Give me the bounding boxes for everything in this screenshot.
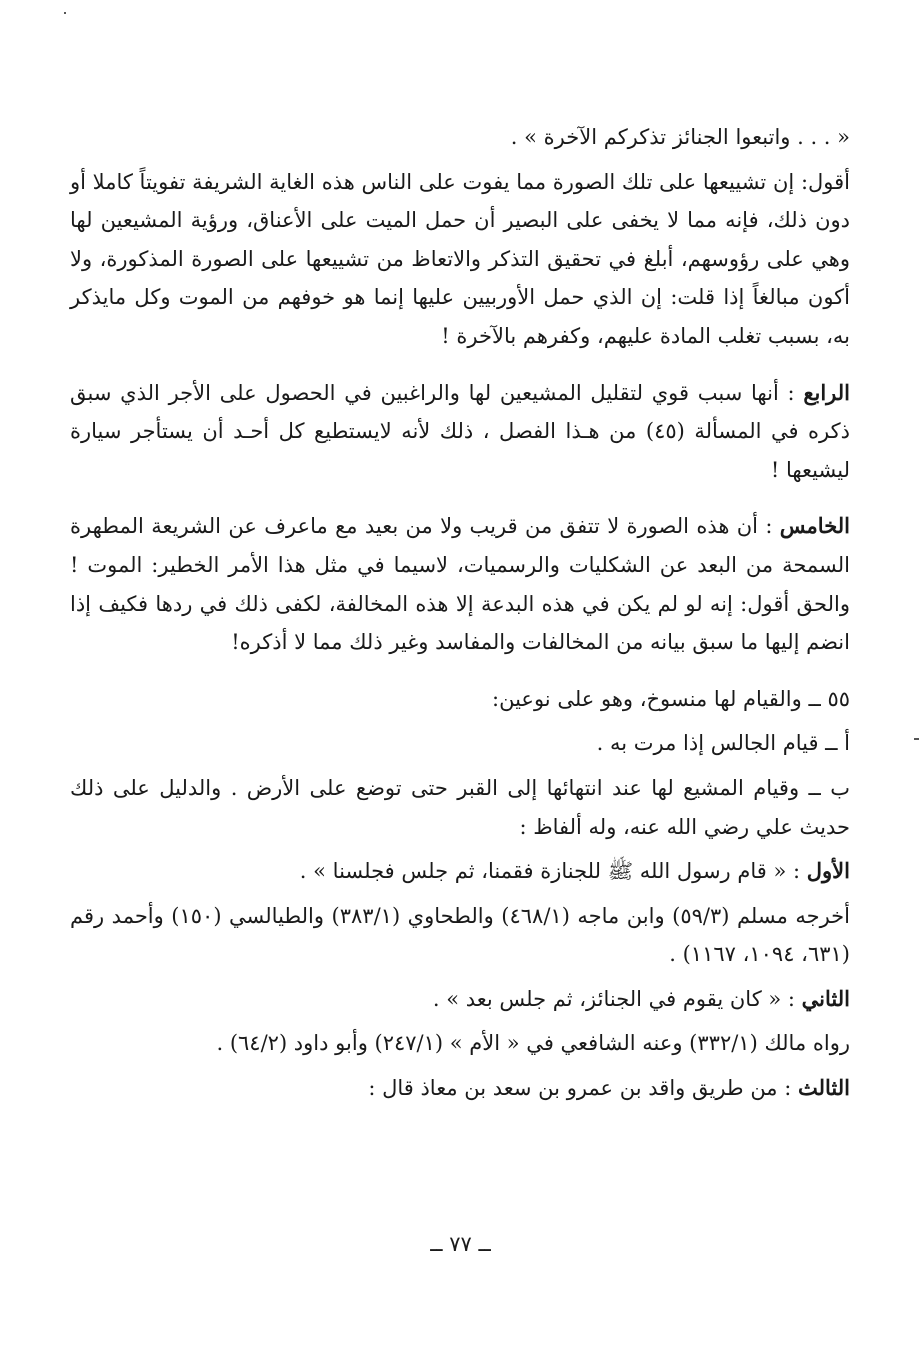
paragraph-third — [70, 1069, 850, 1108]
section-55-heading — [70, 680, 850, 719]
item-alif — [70, 724, 850, 763]
paragraph-text: : « قام رسول الله ﷺ للجنازة فقمنا، ثم جلس فجلسنا » . — [299, 859, 801, 884]
paragraph-text: ب ــ وقيام المشيع لها عند انتهائها إلى القبر حتى توضع على الأرض . والدليل على ذلك حديث علي رضي الله عنه، وله ألفاظ : — [70, 775, 850, 839]
paragraph-text: رواه مالك (٣٣٢/١) وعنه الشافعي في « الأم » (٢٤٧/١) وأبو داود (٦٤/٢) . — [216, 1031, 850, 1056]
paragraph-text: أ ــ قيام الجالس إذا مرت به . — [596, 731, 850, 756]
paragraph-label: الرابع — [803, 379, 850, 405]
paragraph-text: : أنها سبب قوي لتقليل المشيعين لها والراغبين في الحصول على الأجر الذي سبق ذكره في المسألة (٤٥) من هـذا الفصل ، ذلك لأنه لايستطيع كل أحـد أن يستأجر سيارة ليشيعها ! — [70, 380, 850, 482]
paragraph-second — [70, 980, 850, 1019]
paragraph-label: الثالث — [798, 1075, 850, 1101]
page-number: ــ ٧٧ ــ — [430, 1232, 491, 1256]
citation-first — [70, 897, 850, 974]
item-ba — [70, 769, 850, 846]
citation-second — [70, 1024, 850, 1063]
paragraph-fourth — [70, 374, 850, 490]
paragraph-label: الأول — [806, 858, 850, 884]
paragraph-text: : أن هذه الصورة لا تتفق من قريب ولا من بعيد مع ماعرف عن الشريعة المطهرة السمحة من البعد عن الشكليات والرسميات، لاسيما في مثل هذا الأمر الخطير: الموت ! والحق أقول: إنه لو لم يكن في هذه البدعة إلا هذه المخالفة، لكفى ذلك في ردها فكيف إذا انضم إليها ما سبق بيانه من المخالفات والمفاسد وغير ذلك مما لا أذكره! — [70, 514, 850, 655]
paragraph-text: « . . . واتبعوا الجنائز تذكركم الآخرة » . — [510, 125, 850, 149]
paragraph-text: أقول: إن تشييعها على تلك الصورة مما يفوت على الناس هذه الغاية الشريفة تفويتاً كاملا أو دون ذلك، فإنه مما لا يخفى على البصير أن حمل الميت على الأعناق، ورؤية المشيعين لها وهي على رؤوسهم، أبلغ في تحقيق التذكر والاتعاظ من تشييعها على الصورة المذكورة، ولا أكون مبالغاً إذا قلت: إن الذي حمل الأوربيين عليها إنما هو خوفهم من الموت وكل مايذكر به، بسبب تغلب المادة عليهم، وكفرهم بالآخرة ! — [70, 169, 850, 348]
paragraph-text: ٥٥ ــ والقيام لها منسوخ، وهو على نوعين: — [492, 686, 850, 711]
paragraph-aqool — [70, 163, 850, 356]
hadith-quote — [70, 118, 850, 157]
paragraph-label: الخامس — [779, 513, 850, 539]
paragraph-label: الثاني — [801, 985, 850, 1011]
paragraph-text: أخرجه مسلم (٥٩/٣) وابن ماجه (٤٦٨/١) والطحاوي (٣٨٣/١) والطيالسي (١٥٠) وأحمد رقم (٦٣١، ١٠٩٤، ١١٦٧) . — [70, 903, 851, 967]
paragraph-fifth — [70, 507, 850, 661]
page-body — [70, 118, 850, 1114]
paragraph-text: : « كان يقوم في الجنائز، ثم جلس بعد » . — [432, 986, 795, 1011]
paragraph-first — [70, 852, 850, 891]
scan-speck — [914, 738, 919, 740]
paragraph-text: : من طريق واقد بن عمرو بن سعد بن معاذ قال : — [368, 1076, 792, 1101]
scan-speck — [64, 12, 66, 14]
